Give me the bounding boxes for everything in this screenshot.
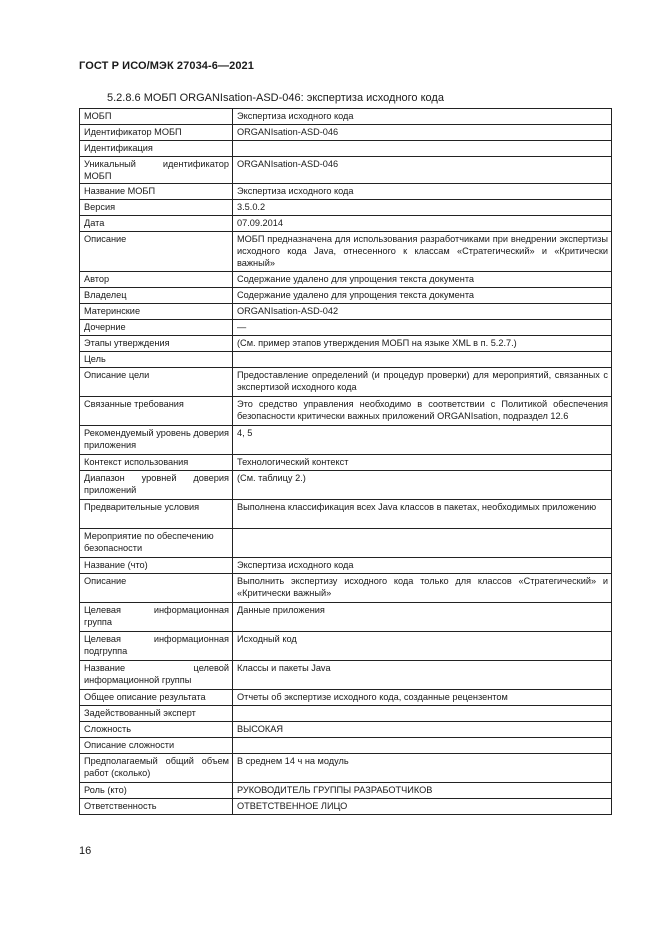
row-label: Контекст использования	[80, 455, 233, 471]
row-label: Задействованный эксперт	[80, 706, 233, 722]
row-label: Сложность	[80, 722, 233, 738]
row-label: Автор	[80, 272, 233, 288]
spec-table	[79, 108, 612, 815]
row-value: МОБП предназначена для использования разработчиками при внедрении экспертизы исходного кода Java, отнесенного к классам «Стратегический» и «Критически важный»	[233, 232, 612, 272]
row-label: Идентификация	[80, 141, 233, 157]
row-label: Описание	[80, 574, 233, 603]
row-value: Классы и пакеты Java	[233, 661, 612, 690]
row-label: Цель	[80, 352, 233, 368]
table-row	[80, 426, 612, 455]
row-label: Роль (кто)	[80, 783, 233, 799]
table-row	[80, 368, 612, 397]
row-label: Название целевой информационной группы	[80, 661, 233, 690]
row-value: 07.09.2014	[233, 216, 612, 232]
table-row	[80, 471, 612, 500]
page-number: 16	[79, 845, 92, 857]
row-label: Предполагаемый общий объем работ (сколько)	[80, 754, 233, 783]
row-value: Отчеты об экспертизе исходного кода, созданные рецензентом	[233, 690, 612, 706]
row-value: 4, 5	[233, 426, 612, 455]
table-row	[80, 574, 612, 603]
row-label: МОБП	[80, 109, 233, 125]
row-value: (См. пример этапов утверждения МОБП на языке XML в п. 5.2.7.)	[233, 336, 612, 352]
table-row	[80, 738, 612, 754]
table-row	[80, 661, 612, 690]
row-label: Целевая информационная подгруппа	[80, 632, 233, 661]
row-value	[233, 352, 612, 368]
document-header: ГОСТ Р ИСО/МЭК 27034-6—2021	[79, 60, 254, 72]
row-value: ORGANIsation-ASD-046	[233, 125, 612, 141]
row-label: Описание цели	[80, 368, 233, 397]
row-value: Экспертиза исходного кода	[233, 109, 612, 125]
row-label: Этапы утверждения	[80, 336, 233, 352]
row-value	[233, 529, 612, 558]
row-value: ORGANIsation-ASD-046	[233, 157, 612, 184]
table-row	[80, 200, 612, 216]
table-row	[80, 603, 612, 632]
row-label: Дочерние	[80, 320, 233, 336]
row-value: РУКОВОДИТЕЛЬ ГРУППЫ РАЗРАБОТЧИКОВ	[233, 783, 612, 799]
row-label: Владелец	[80, 288, 233, 304]
table-row	[80, 288, 612, 304]
row-label: Предварительные условия	[80, 500, 233, 529]
row-label: Уникальный идентификатор МОБП	[80, 157, 233, 184]
section-title: 5.2.8.6 МОБП ORGANIsation-ASD-046: экспертиза исходного кода	[107, 92, 444, 104]
table-row	[80, 558, 612, 574]
table-row	[80, 157, 612, 184]
row-label: Рекомендуемый уровень доверия приложения	[80, 426, 233, 455]
table-row	[80, 783, 612, 799]
row-value: Экспертиза исходного кода	[233, 184, 612, 200]
table-row	[80, 722, 612, 738]
row-value: Предоставление определений (и процедур проверки) для мероприятий, связанных с экспертизой исходного кода	[233, 368, 612, 397]
row-value: В среднем 14 ч на модуль	[233, 754, 612, 783]
table-row	[80, 397, 612, 426]
table-row	[80, 272, 612, 288]
row-label: Ответственность	[80, 799, 233, 815]
table-row	[80, 336, 612, 352]
table-row	[80, 706, 612, 722]
row-label: Описание сложности	[80, 738, 233, 754]
row-value: ORGANIsation-ASD-042	[233, 304, 612, 320]
row-value: Это средство управления необходимо в соответствии с Политикой обеспечения безопасности критически важных приложений ORGANIsation, подраздел 12.6	[233, 397, 612, 426]
table-row	[80, 141, 612, 157]
table-row	[80, 352, 612, 368]
row-value: Содержание удалено для упрощения текста документа	[233, 288, 612, 304]
row-label: Идентификатор МОБП	[80, 125, 233, 141]
table-row	[80, 529, 612, 558]
row-value: Выполнена классификация всех Java классов в пакетах, необходимых приложению	[233, 500, 612, 529]
row-value: Технологический контекст	[233, 455, 612, 471]
table-row	[80, 109, 612, 125]
table-row	[80, 500, 612, 529]
row-value: Выполнить экспертизу исходного кода только для классов «Стратегический» и «Критически важный»	[233, 574, 612, 603]
table-row	[80, 232, 612, 272]
row-value	[233, 706, 612, 722]
row-label: Версия	[80, 200, 233, 216]
row-value	[233, 738, 612, 754]
table-row	[80, 799, 612, 815]
row-label: Диапазон уровней доверия приложений	[80, 471, 233, 500]
table-row	[80, 632, 612, 661]
row-label: Название МОБП	[80, 184, 233, 200]
row-value	[233, 141, 612, 157]
row-value: —	[233, 320, 612, 336]
row-label: Мероприятие по обеспечению безопасности	[80, 529, 233, 558]
row-value: Содержание удалено для упрощения текста документа	[233, 272, 612, 288]
row-label: Общее описание результата	[80, 690, 233, 706]
table-row	[80, 320, 612, 336]
table-row	[80, 216, 612, 232]
table-row	[80, 754, 612, 783]
table-row	[80, 184, 612, 200]
row-label: Описание	[80, 232, 233, 272]
row-value: Данные приложения	[233, 603, 612, 632]
row-value: (См. таблицу 2.)	[233, 471, 612, 500]
table-row	[80, 125, 612, 141]
row-value: ОТВЕТСТВЕННОЕ ЛИЦО	[233, 799, 612, 815]
table-row	[80, 304, 612, 320]
row-label: Дата	[80, 216, 233, 232]
row-label: Материнские	[80, 304, 233, 320]
table-row	[80, 455, 612, 471]
row-value: 3.5.0.2	[233, 200, 612, 216]
row-value: ВЫСОКАЯ	[233, 722, 612, 738]
table-row	[80, 690, 612, 706]
row-value: Экспертиза исходного кода	[233, 558, 612, 574]
row-label: Целевая информационная группа	[80, 603, 233, 632]
row-value: Исходный код	[233, 632, 612, 661]
row-label: Связанные требования	[80, 397, 233, 426]
row-label: Название (что)	[80, 558, 233, 574]
